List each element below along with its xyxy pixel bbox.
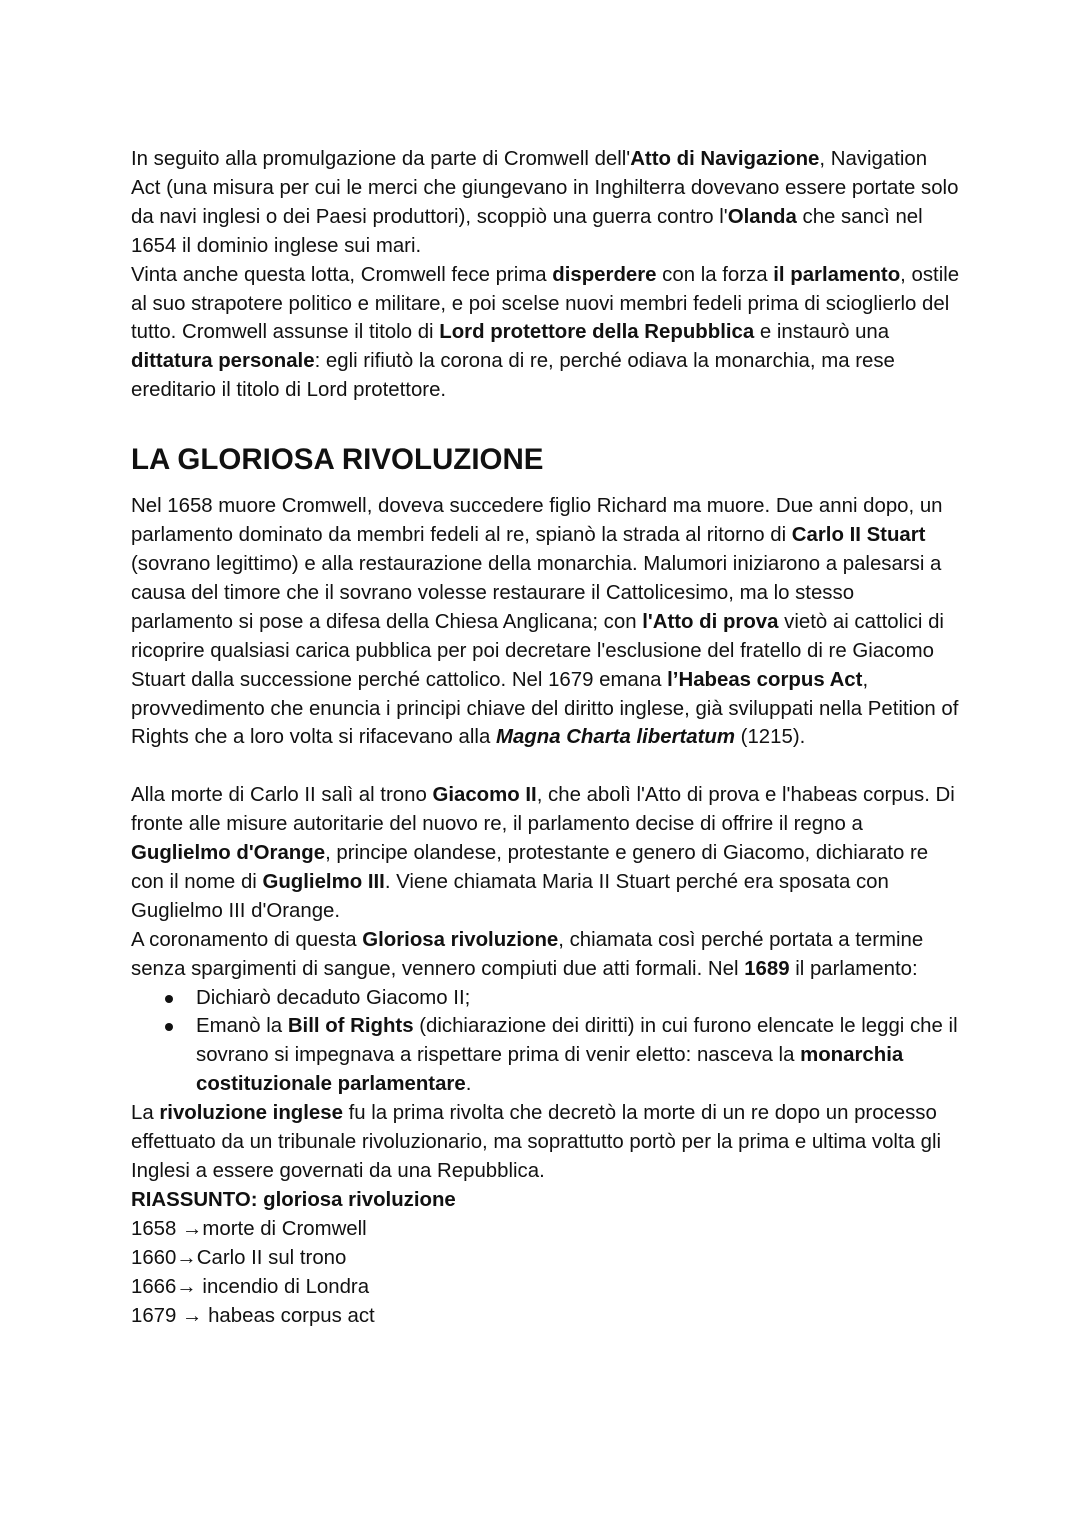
emphasis-text: Magna Charta libertatum xyxy=(495,726,736,749)
timeline-item: 1660→Carlo II sul trono xyxy=(131,1246,347,1269)
bullet-item xyxy=(196,1012,961,1099)
bold-text: Lord protettore della Repubblica xyxy=(439,321,755,344)
bold-text: Gloriosa rivoluzione xyxy=(362,928,559,951)
bold-text: disperdere xyxy=(552,263,657,286)
bold-text: Giacomo II xyxy=(432,784,537,807)
bullet-item xyxy=(196,984,961,1013)
section-paragraph-4: La rivoluzione inglese fu la prima rivolta che decretò la morte di un re dopo un processo effettuato da un tribunale rivoluzionario, ma soprattutto portò per la prima e ultima volta gli Inglesi a essere governati da una Repubblica. xyxy=(131,1102,942,1182)
bullet-dot-icon xyxy=(165,1023,173,1031)
bold-text: rivoluzione inglese xyxy=(159,1102,343,1125)
bold-text: l’Habeas corpus Act xyxy=(667,668,863,691)
timeline-item: 1666→ incendio di Londra xyxy=(131,1275,370,1298)
paragraph-spacer xyxy=(131,752,961,781)
document-page xyxy=(131,145,961,1330)
bold-text: Olanda xyxy=(727,205,797,228)
bullet-text: Emanò la Bill of Rights (dichiarazione dei diritti) in cui furono elencate le leggi che il sovrano si impegnava a rispettare prima di venir eletto: nasceva la monarchia costituzionale parlamentare. xyxy=(196,1015,958,1096)
bold-text: Carlo II Stuart xyxy=(791,524,926,547)
bold-text: Atto di Navigazione xyxy=(630,148,820,170)
section-paragraph-1: Nel 1658 muore Cromwell, doveva succedere figlio Richard ma muore. Due anni dopo, un parlamento dominato da membri fedeli al re, spianò la strada al ritorno di Carlo II Stuart (sovrano legittimo) e alla restaurazione della monarchia. Malumori iniziarono a palesarsi a causa del timore che il sovrano volesse restaurare il Cattolicesimo, ma lo stesso parlamento si pose a difesa della Chiesa Anglicana; con l'Atto di prova vietò ai cattolici di ricoprire qualsiasi carica pubblica per poi decretare l'esclusione del fratello di re Giacomo Stuart dalla successione perché cattolico. Nel 1679 emana l’Habeas corpus Act, provvedimento che enuncia i principi chiave del diritto inglese, già sviluppati nella Petition of Rights che a loro volta si rifacevano alla Magna Charta libertatum (1215). xyxy=(131,495,959,749)
summary-title xyxy=(131,1186,961,1215)
timeline-item: 1658 →morte di Cromwell xyxy=(131,1217,367,1240)
bullet-list xyxy=(131,984,961,1100)
bullet-text: Dichiarò decaduto Giacomo II; xyxy=(196,986,471,1009)
section-heading: LA GLORIOSA RIVOLUZIONE xyxy=(131,443,544,477)
bold-text: il parlamento xyxy=(773,263,901,286)
bold-text: Bill of Rights xyxy=(287,1015,414,1038)
bold-text: monarchia costituzionale parlamentare xyxy=(196,1044,904,1096)
section-paragraph-2: Alla morte di Carlo II salì al trono Giacomo II, che abolì l'Atto di prova e l'habeas corpus. Di fronte alle misure autoritarie del nuovo re, il parlamento decise di offrire il regno a Guglielmo d'Orange, principe olandese, protestante e genero di Giacomo, dichiarato re con il nome di Guglielmo III. Viene chiamata Maria II Stuart perché era sposata con Guglielmo III d'Orange. xyxy=(131,784,955,922)
bullet-dot-icon xyxy=(165,995,173,1003)
bold-text: dittatura personale xyxy=(131,350,315,373)
bold-text: Guglielmo III xyxy=(262,870,385,893)
timeline-list xyxy=(131,1215,961,1331)
summary-title-text: RIASSUNTO: gloriosa rivoluzione xyxy=(131,1188,456,1211)
bold-text: l'Atto di prova xyxy=(642,610,779,633)
bold-text: Guglielmo d'Orange xyxy=(131,842,326,865)
intro-paragraph-1: In seguito alla promulgazione da parte di Cromwell dell'Atto di Navigazione, Navigation Act (una misura per cui le merci che giungevano in Inghilterra dovevano essere portate solo da navi inglesi o dei Paesi produttori), scoppiò una guerra contro l'Olanda che sancì nel 1654 il dominio inglese sui mari. xyxy=(131,148,959,257)
intro-paragraph-2: Vinta anche questa lotta, Cromwell fece prima disperdere con la forza il parlamento, ostile al suo strapotere politico e militare, e poi scelse nuovi membri fedeli prima di scioglierlo del tutto. Cromwell assunse il titolo di Lord protettore della Repubblica e instaurò una dittatura personale: egli rifiutò la corona di re, perché odiava la monarchia, ma rese ereditario il titolo di Lord protettore. xyxy=(131,263,960,402)
bold-text: 1689 xyxy=(744,957,790,980)
timeline-item: 1679 → habeas corpus act xyxy=(131,1304,375,1327)
section-paragraph-3: A coronamento di questa Gloriosa rivoluzione, chiamata così perché portata a termine senza spargimenti di sangue, vennero compiuti due atti formali. Nel 1689 il parlamento: xyxy=(131,928,924,980)
